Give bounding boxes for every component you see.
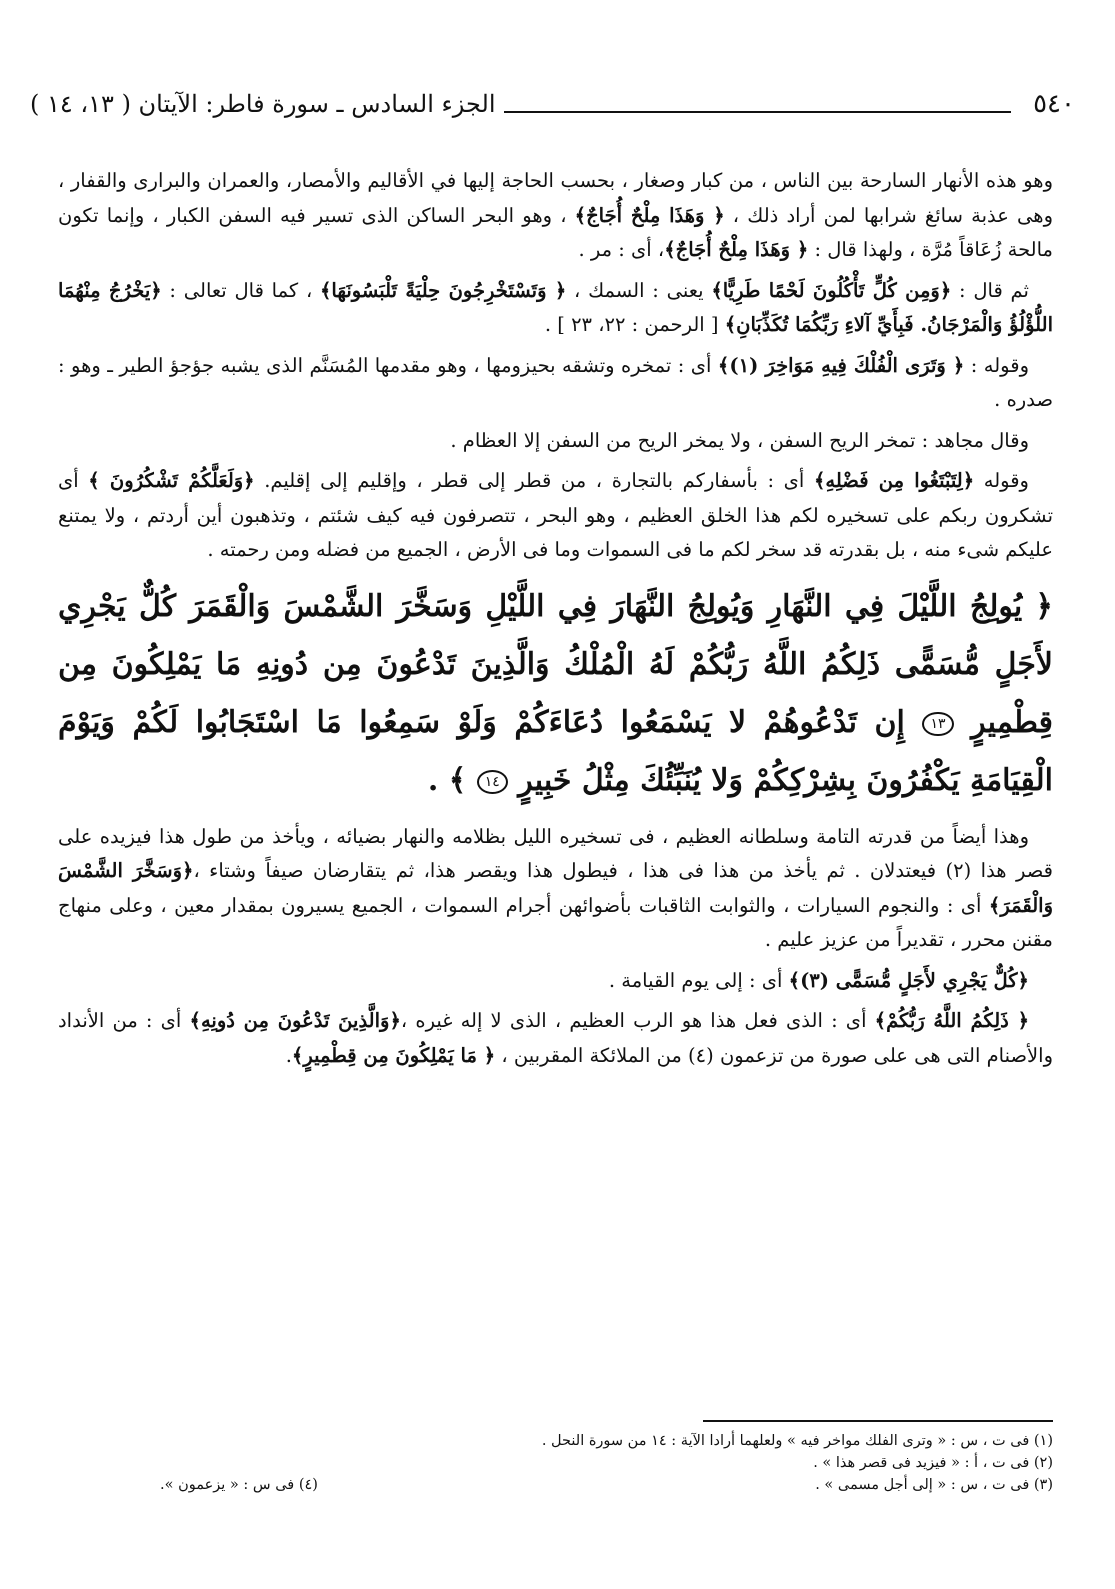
paragraph bbox=[58, 964, 1053, 999]
footnote-rule bbox=[703, 1420, 1053, 1422]
text-run: أى : من الأنداد والأصنام التى هى على صورة من تزعمون (٤) من الملائكة المقربين ، bbox=[58, 1009, 1053, 1067]
quran-quote: ﴿كُلٌّ يَجْرِي لأَجَلٍ مُّسَمًّى (٣)﴾ bbox=[788, 968, 1029, 992]
text-run: وقوله bbox=[974, 469, 1029, 492]
footnote: (٢) فى ت ، أ : « فيزيد فى قصر هذا » . bbox=[813, 1455, 1053, 1471]
text-run: أى : تمخره وتشقه بحيزومها ، وهو مقدمها المُسَنَّم الذى يشبه جؤجؤ الطير ـ وهو : صدره . bbox=[58, 353, 1053, 411]
text-run: وهذا أيضاً من قدرته التامة وسلطانه العظيم ، فى تسخيره الليل بظلامه والنهار بضيائه ، ويأخذ من طول هذا فيزيده على قصر هذا (٢) فيعتدلان . ثم يأخذ من هذا فى هذا ، فيطول هذا ويقصر هذا، ثم يتقارضان صيفاً وشتاء ، bbox=[58, 824, 1054, 882]
verse-text: ﴿ يُولِجُ اللَّيْلَ فِي النَّهَارِ وَيُولِجُ النَّهَارَ فِي اللَّيْلِ وَسَخَّرَ الشَّمْسَ وَالْقَمَرَ كُلٌّ يَجْرِي لأَجَلٍ مُّسَمًّى ذَلِكُمُ اللَّهُ رَبُّكُمْ لَهُ الْمُلْكُ وَالَّذِينَ تَدْعُونَ مِن دُونِهِ مَا يَمْلِكُونَ مِن قِطْمِيرٍ bbox=[58, 588, 1053, 740]
verse-end: ﴾ . bbox=[427, 762, 467, 798]
text-run: يعنى : السمك ، bbox=[566, 278, 712, 302]
paragraph bbox=[58, 274, 1053, 343]
paragraph bbox=[58, 349, 1053, 418]
quran-quote: ﴿يَخْرُجُ مِنْهُمَا اللُّؤْلُؤُ وَالْمَرْجَانُ. فَبِأَيِّ آلاءِ رَبِّكُمَا تُكَذِّبَانِ﴾ bbox=[58, 278, 1053, 336]
text-run: وهو هذه الأنهار السارحة بين الناس ، من كبار وصغار ، بحسب الحاجة إليها في الأقاليم والأمصار، والعمران والبرارى والقفار ، وهى عذبة سائغ شرابها لمن أراد ذلك ، bbox=[58, 169, 1053, 227]
quran-quote: ﴿ وَهَذَا مِلْحٌ أُجَاجٌ﴾ bbox=[664, 238, 809, 261]
header-rule bbox=[504, 111, 1012, 113]
page-number: ٥٤٠ bbox=[1033, 89, 1075, 119]
text-run: وقال مجاهد : تمخر الريح السفن ، ولا يمخر الريح من السفن إلا العظام . bbox=[450, 428, 1029, 452]
paragraph bbox=[58, 1004, 1053, 1073]
text-run: ، أى : مر . bbox=[578, 238, 665, 261]
running-title: الجزء السادس ـ سورة فاطر: الآيتان ( ١٣، ١٤ ) bbox=[30, 90, 496, 118]
text-run: وقوله : bbox=[964, 353, 1029, 377]
page-header bbox=[30, 82, 1075, 126]
main-text bbox=[58, 164, 1053, 1079]
footnote: (٣) فى ت ، س : « إلى أجل مسمى » . bbox=[815, 1477, 1053, 1493]
text-run: ، وهو البحر الساكن الذى تسير فيه السفن الكبار ، وإنما تكون مالحة زُعَاقاً مُرَّة ، ولهذا قال : bbox=[58, 203, 1053, 261]
quran-quote: ﴿ وَتَسْتَخْرِجُونَ حِلْيَةً تَلْبَسُونَهَا﴾ bbox=[320, 278, 567, 302]
text-run: . bbox=[285, 1043, 292, 1067]
footnote-row bbox=[160, 1474, 1053, 1496]
text-run: أى : إلى يوم القيامة . bbox=[608, 968, 789, 992]
quran-quote: ﴿وَلَعَلَّكُمْ تَشْكُرُونَ ﴾ bbox=[88, 469, 255, 492]
footnotes bbox=[160, 1430, 1053, 1496]
quran-quote: ﴿وَالَّذِينَ تَدْعُونَ مِن دُونِهِ﴾ bbox=[189, 1009, 401, 1032]
footnote: (٤) فى س : « يزعمون ». bbox=[160, 1477, 318, 1493]
quran-quote: ﴿وَمِن كُلٍّ تَأْكُلُونَ لَحْمًا طَرِيًّا﴾ bbox=[711, 278, 952, 302]
paragraph bbox=[58, 820, 1053, 958]
paragraph bbox=[58, 424, 1053, 459]
text-run: [ الرحمن : ٢٢، ٢٣ ] . bbox=[544, 313, 725, 336]
text-run: ثم قال : bbox=[951, 278, 1029, 302]
text-run: ، كما قال تعالى : bbox=[161, 278, 320, 302]
quran-verse-block bbox=[58, 578, 1053, 810]
quran-quote: ﴿وَسَخَّرَ الشَّمْسَ وَالْقَمَرَ﴾ bbox=[58, 859, 1053, 917]
quran-quote: ﴿ وَهَذَا مِلْحٌ أُجَاجٌ﴾ bbox=[574, 203, 725, 227]
verse-number-badge: ١٣ bbox=[922, 712, 953, 736]
text-run: أى تشكرون ربكم على تسخيره لكم هذا الخلق العظيم ، وهو البحر ، تتصرفون فيه كيف شئتم ، وتذهبون أين أردتم ، ولا يمتنع عليكم شىء منه ، بل بقدرته قد سخر لكم ما فى السموات وما فى الأرض ، الجميع من فضله ومن رحمته . bbox=[58, 469, 1053, 561]
verse-text: إِن تَدْعُوهُمْ لا يَسْمَعُوا دُعَاءَكُمْ وَلَوْ سَمِعُوا مَا اسْتَجَابُوا لَكُمْ وَيَوْمَ الْقِيَامَةِ يَكْفُرُونَ بِشِرْكِكُمْ وَلا يُنَبِّئُكَ مِثْلُ خَبِيرٍ bbox=[58, 704, 1053, 798]
quran-quote: ﴿لِتَبْتَغُوا مِن فَضْلِهِ﴾ bbox=[813, 469, 975, 492]
paragraph bbox=[58, 464, 1053, 568]
paragraph bbox=[58, 164, 1053, 268]
footnote: (١) فى ت ، س : « وترى الفلك مواخر فيه » ولعلهما أرادا الآية : ١٤ من سورة النحل . bbox=[541, 1433, 1053, 1449]
verse-number-badge: ١٤ bbox=[477, 770, 508, 794]
quran-quote: ﴿ وَتَرَى الْفُلْكَ فِيهِ مَوَاخِرَ (١)﴾ bbox=[717, 353, 965, 377]
quran-quote: ﴿ ذَلِكُمُ اللَّهُ رَبُّكُمْ﴾ bbox=[874, 1009, 1030, 1032]
text-run: أى : والنجوم السيارات ، والثوابت الثاقبات بأضوائهن أجرام السموات ، الجميع يسيرون بمقدار معين ، وعلى منهاج مقنن محرر ، تقديراً من عزيز عليم . bbox=[58, 893, 1053, 951]
text-run: أى : الذى فعل هذا هو الرب العظيم ، الذى لا إله غيره ، bbox=[400, 1009, 875, 1032]
text-run: أى : بأسفاركم بالتجارة ، من قطر إلى قطر ، وإقليم إلى إقليم. bbox=[254, 469, 814, 492]
quran-quote: ﴿ مَا يَمْلِكُونَ مِن قِطْمِيرٍ﴾ bbox=[291, 1043, 496, 1067]
